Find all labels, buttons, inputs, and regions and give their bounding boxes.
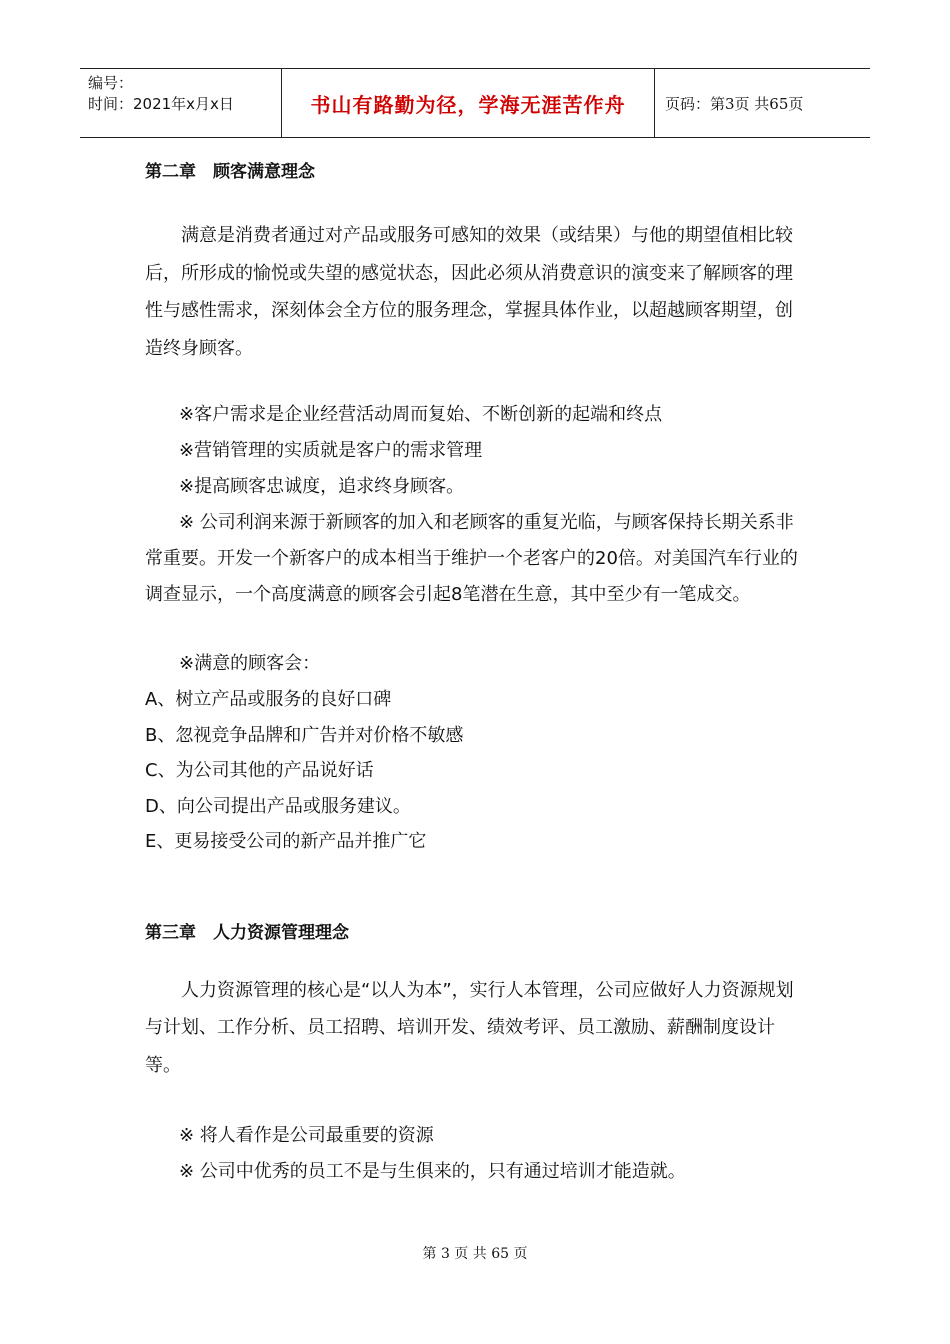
bullet-item: ※营销管理的实质就是客户的需求管理	[179, 440, 483, 461]
header-motto-cell	[282, 69, 655, 137]
motto: 书山有路勤为径，学海无涯苦作舟	[310, 92, 626, 117]
page-footer: 第 3 页 共 65 页	[422, 1246, 528, 1262]
bullet-item: ※提高顾客忠诚度，追求终身顾客。	[179, 476, 465, 497]
header-meta	[80, 69, 282, 137]
document-body	[145, 155, 810, 1190]
list-item: C、为公司其他的产品说好话	[145, 760, 374, 781]
satisfied-label: ※满意的顾客会：	[179, 653, 321, 674]
bullet-item: ※客户需求是企业经营活动周而复始、不断创新的起端和终点	[179, 404, 663, 425]
time-label: 时间：2021年x月x日	[88, 95, 234, 113]
list-item: D、向公司提出产品或服务建议。	[145, 795, 411, 817]
list-item: A、树立产品或服务的良好口碑	[145, 689, 392, 710]
list-item: B、忽视竞争品牌和广告并对价格不敏感	[145, 724, 464, 746]
header-page-info: 页码：第3页 共65页	[665, 94, 804, 113]
chapter-2-title: 第二章 顾客满意理念	[145, 162, 315, 182]
bullet-item: ※ 将人看作是公司最重要的资源	[179, 1125, 434, 1146]
chapter-3-title: 第三章 人力资源管理理念	[145, 922, 349, 943]
number-label: 编号：	[88, 74, 134, 92]
chapter-3-intro: 人力资源管理的核心是“以人为本”，实行人本管理，公司应做好人力资源规划与计划、工作分析、员工招聘、培训开发、绩效考评、员工激励、薪酬制度设计等。	[145, 979, 794, 1076]
chapter-2-intro: 满意是消费者通过对产品或服务可感知的效果（或结果）与他的期望值相比较后，所形成的愉悦或失望的感觉状态，因此必须从消费意识的演变来了解顾客的理性与感性需求，深刻体会全方位的服务理念，掌握具体作业，以超越顾客期望，创造终身顾客。	[145, 225, 793, 359]
page-header	[80, 68, 870, 138]
bullet-item: ※ 公司中优秀的员工不是与生俱来的，只有通过培训才能造就。	[179, 1161, 686, 1182]
list-item: E、更易接受公司的新产品并推广它	[145, 831, 427, 852]
long-bullet: ※ 公司利润来源于新顾客的加入和老顾客的重复光临，与顾客保持长期关系非常重要。开发一个新客户的成本相当于维护一个老客户的20倍。对美国汽车行业的调查显示，一个高度满意的顾客会引起8笔潜在生意，其中至少有一笔成交。	[145, 512, 798, 605]
